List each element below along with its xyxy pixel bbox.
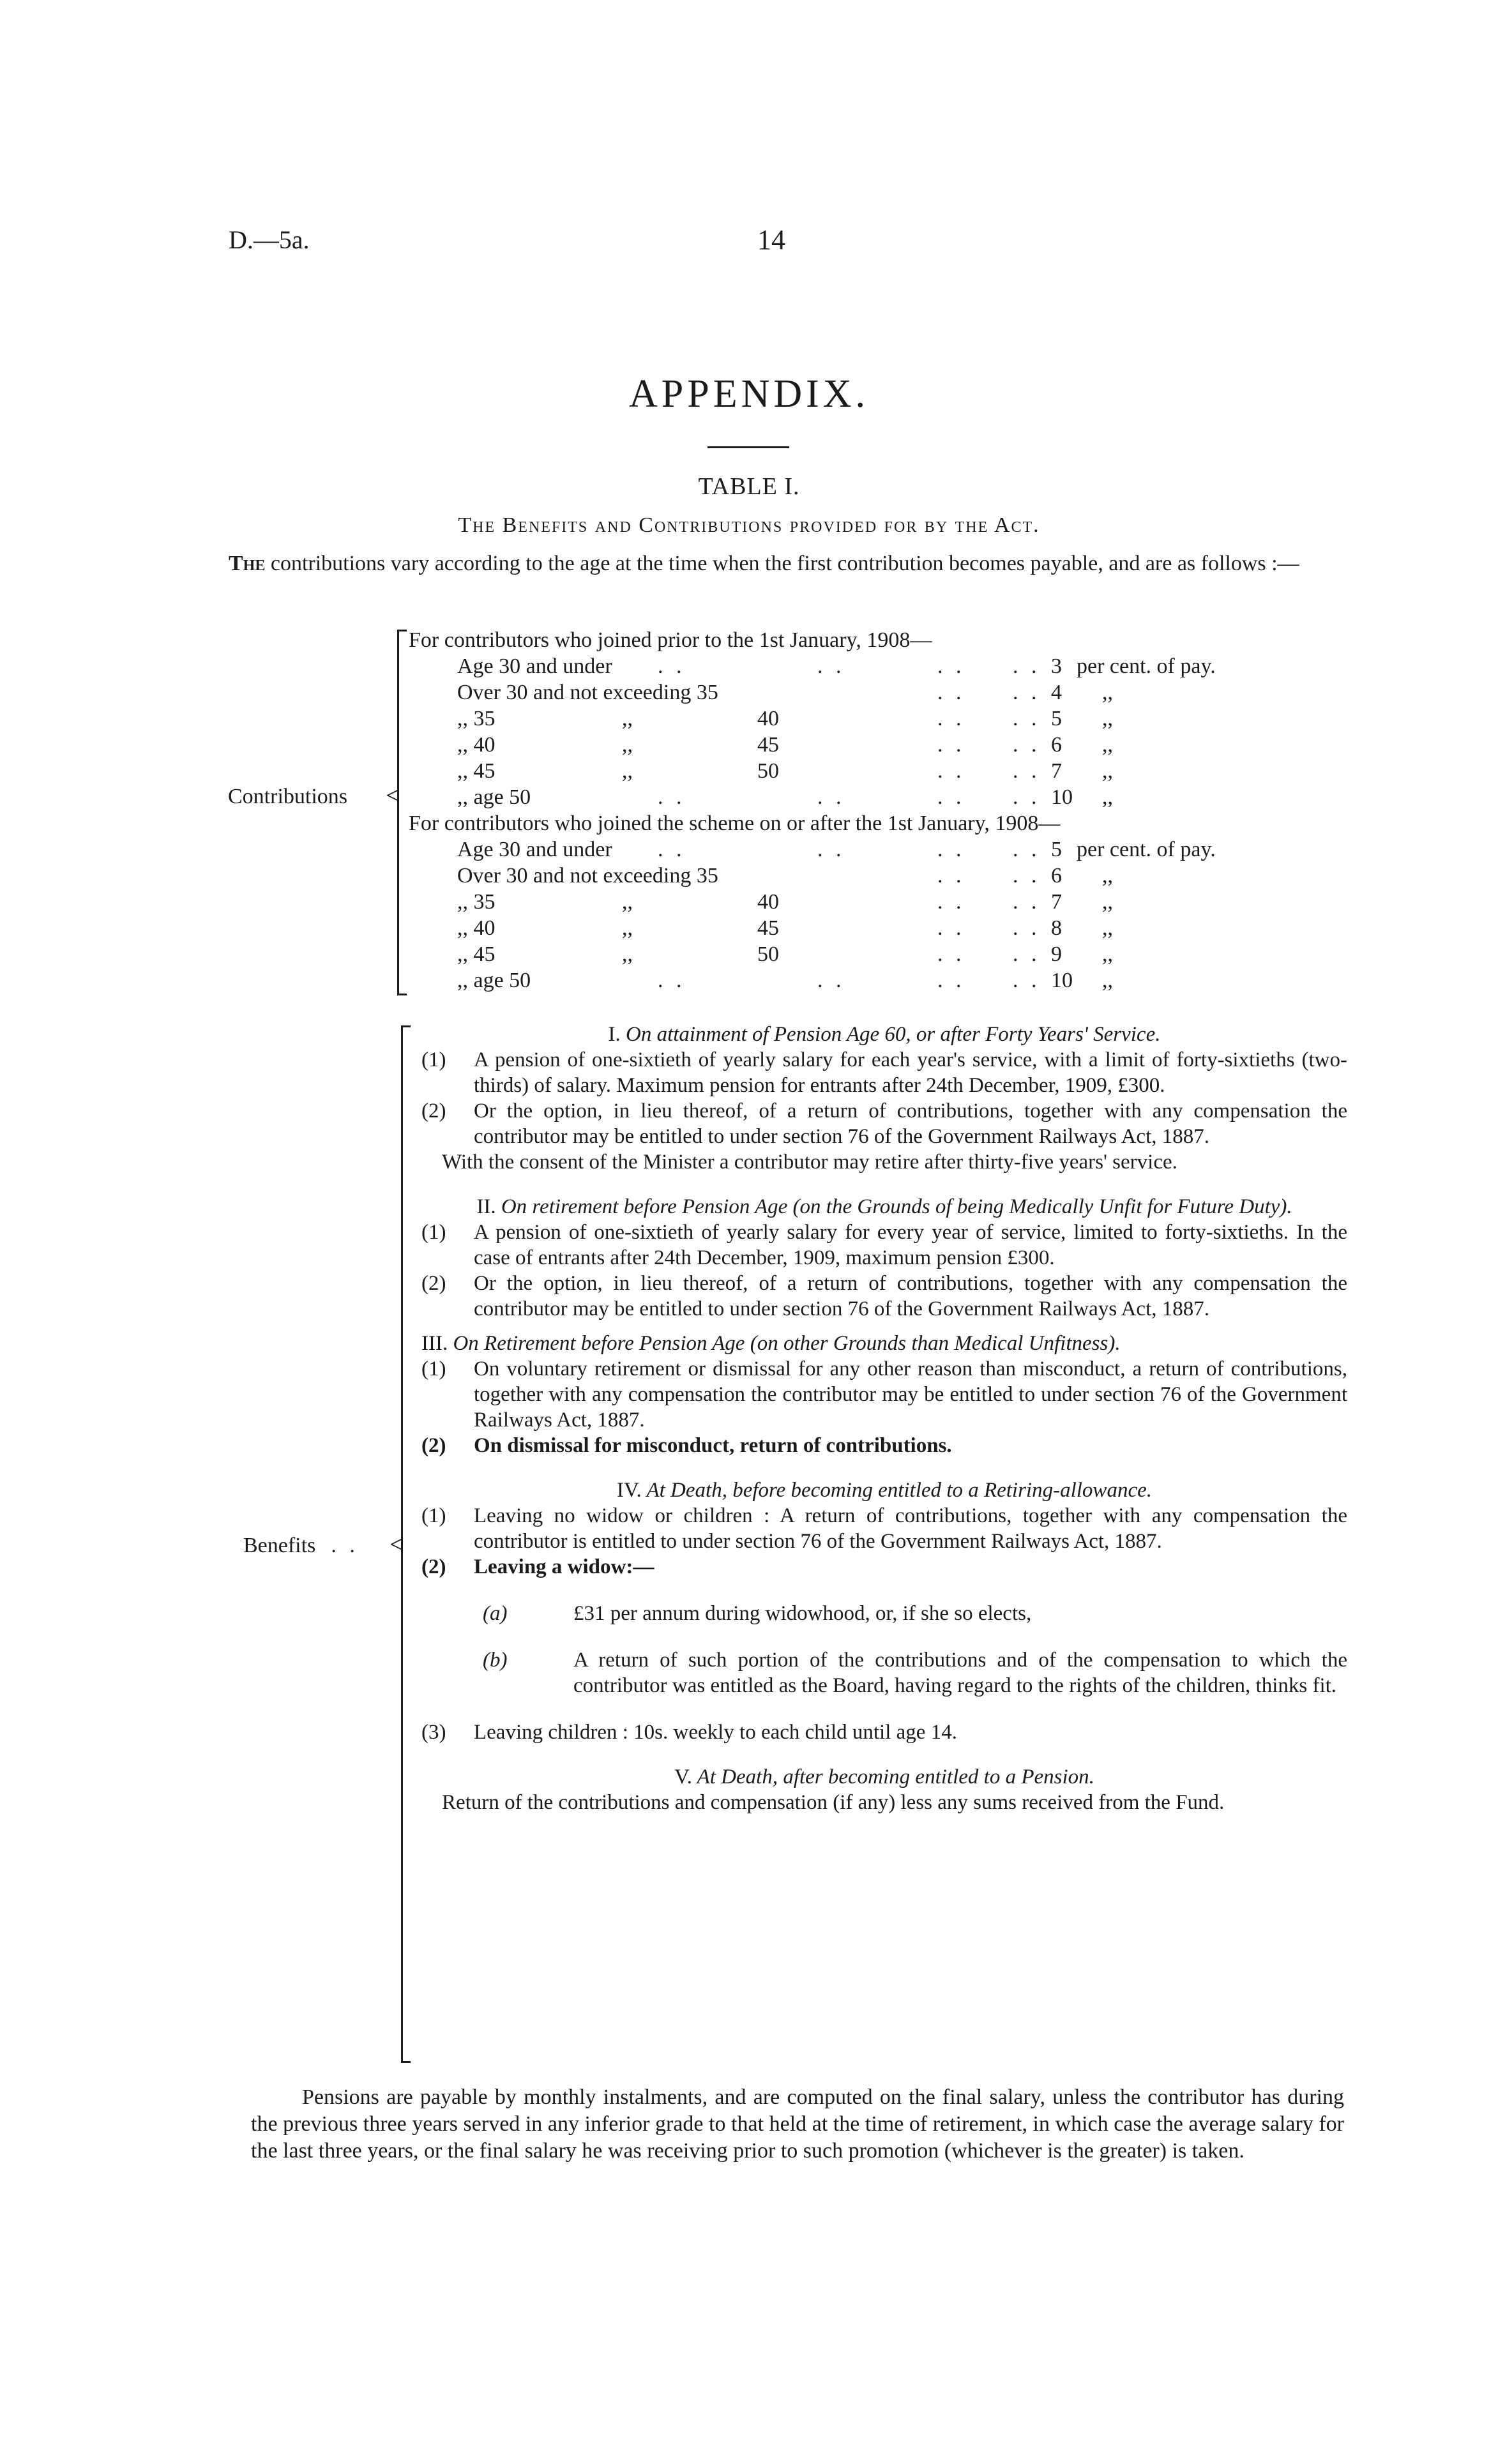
benefit-item: (2) Or the option, in lieu thereof, of a return of contributions, together with any compensation the contributor may be entitled to under section 76 of the Government Railways Act, 1887. bbox=[421, 1100, 1347, 1148]
benefit-item: (3) Leaving children : 10s. weekly to each child until age 14. bbox=[421, 1721, 957, 1744]
intro-paragraph bbox=[229, 550, 1319, 577]
contributions-brace-tip: < bbox=[386, 781, 400, 810]
benefits-list bbox=[421, 1022, 1347, 1815]
section-note: Return of the contributions and compensation (if any) less any sums received from the Fund. bbox=[442, 1791, 1225, 1814]
benefit-item: (1) A pension of one-sixtieth of yearly salary for every year of service, limited to forty-sixtieths. In the case of entrants after 24th December, 1909, maximum pension £300. bbox=[421, 1221, 1347, 1269]
section-title: I. On attainment of Pension Age 60, or after Forty Years' Service. bbox=[608, 1023, 1161, 1046]
benefit-item: (1) On voluntary retirement or dismissal for any other reason than misconduct, a return of contributions, together with any compensation the contributor may be entitled to under section 76 of the Government Railways Act, 1887. bbox=[421, 1357, 1347, 1432]
page-title: APPENDIX. bbox=[628, 372, 870, 416]
benefit-section bbox=[421, 1331, 1347, 1458]
benefits-label: Benefits . . bbox=[243, 1534, 359, 1557]
benefits-brace-tip: < bbox=[390, 1530, 404, 1559]
section-note: With the consent of the Minister a contributor may retire after thirty-five years' service. bbox=[442, 1151, 1177, 1174]
widow-option: (b) A return of such portion of the contributions and of the compensation to which the contributor was entitled as the Board, having regard to the rights of the children, thinks fit. bbox=[483, 1649, 1347, 1697]
benefit-section bbox=[421, 1764, 1347, 1815]
benefit-item: (1) A pension of one-sixtieth of yearly salary for each year's service, with a limit of forty-sixtieths (two-thirds) of salary. Maximum pension for entrants after 24th December, 1909, £300. bbox=[421, 1048, 1347, 1097]
benefit-item: (1) Leaving no widow or children : A return of contributions, together with any compensation the contributor is entitled to under section 76 of the Government Railways Act, 1887. bbox=[421, 1504, 1347, 1553]
benefit-section bbox=[421, 1022, 1347, 1175]
title-divider bbox=[707, 446, 789, 448]
contributions-brace-bottom bbox=[397, 994, 407, 995]
intro-first-word: The bbox=[229, 552, 266, 575]
benefit-item: (2) On dismissal for misconduct, return of contributions. bbox=[421, 1434, 952, 1457]
section-title: III. On Retirement before Pension Age (on other Grounds than Medical Unfitness). bbox=[421, 1332, 1121, 1355]
contributions-brace-top bbox=[397, 630, 407, 631]
widow-option: (a) £31 per annum during widowhood, or, if she so elects, bbox=[483, 1602, 1032, 1625]
benefits-brace-top bbox=[401, 1025, 411, 1027]
closing-paragraph: Pensions are payable by monthly instalments, and are computed on the final salary, unless the contributor has during the previous three years served in any inferior grade to that held at the time of retirement, in which case the average salary for the last three years, or the final salary he was receiving prior to such promotion (whichever is the greater) is taken. bbox=[251, 2085, 1344, 2163]
table-title: TABLE I. bbox=[698, 473, 800, 500]
benefit-section bbox=[421, 1194, 1347, 1322]
benefit-item: (2) Leaving a widow:— bbox=[421, 1555, 654, 1578]
benefit-section bbox=[421, 1478, 1347, 1745]
intro-text: contributions vary according to the age at the time when the first contribution becomes payable, and are as follows :— bbox=[265, 552, 1299, 575]
benefit-item: (2) Or the option, in lieu thereof, of a return of contributions, together with any compensation the contributor may be entitled to under section 76 of the Government Railways Act, 1887. bbox=[421, 1272, 1347, 1320]
section-title: IV. At Death, before becoming entitled to a Retiring-allowance. bbox=[616, 1479, 1152, 1502]
page-number: 14 bbox=[757, 224, 785, 255]
contributions-label: Contributions bbox=[228, 785, 348, 808]
document-reference: D.—5a. bbox=[229, 225, 310, 254]
section-title: II. On retirement before Pension Age (on the Grounds of being Medically Unfit for Future Duty). bbox=[476, 1195, 1292, 1218]
contributions-brace bbox=[397, 630, 399, 994]
section-title: V. At Death, after becoming entitled to a Pension. bbox=[674, 1765, 1094, 1788]
benefits-brace-bottom bbox=[401, 2061, 411, 2063]
table-subtitle: The Benefits and Contributions provided for by the Act. bbox=[458, 513, 1040, 537]
benefits-brace bbox=[401, 1025, 403, 2061]
